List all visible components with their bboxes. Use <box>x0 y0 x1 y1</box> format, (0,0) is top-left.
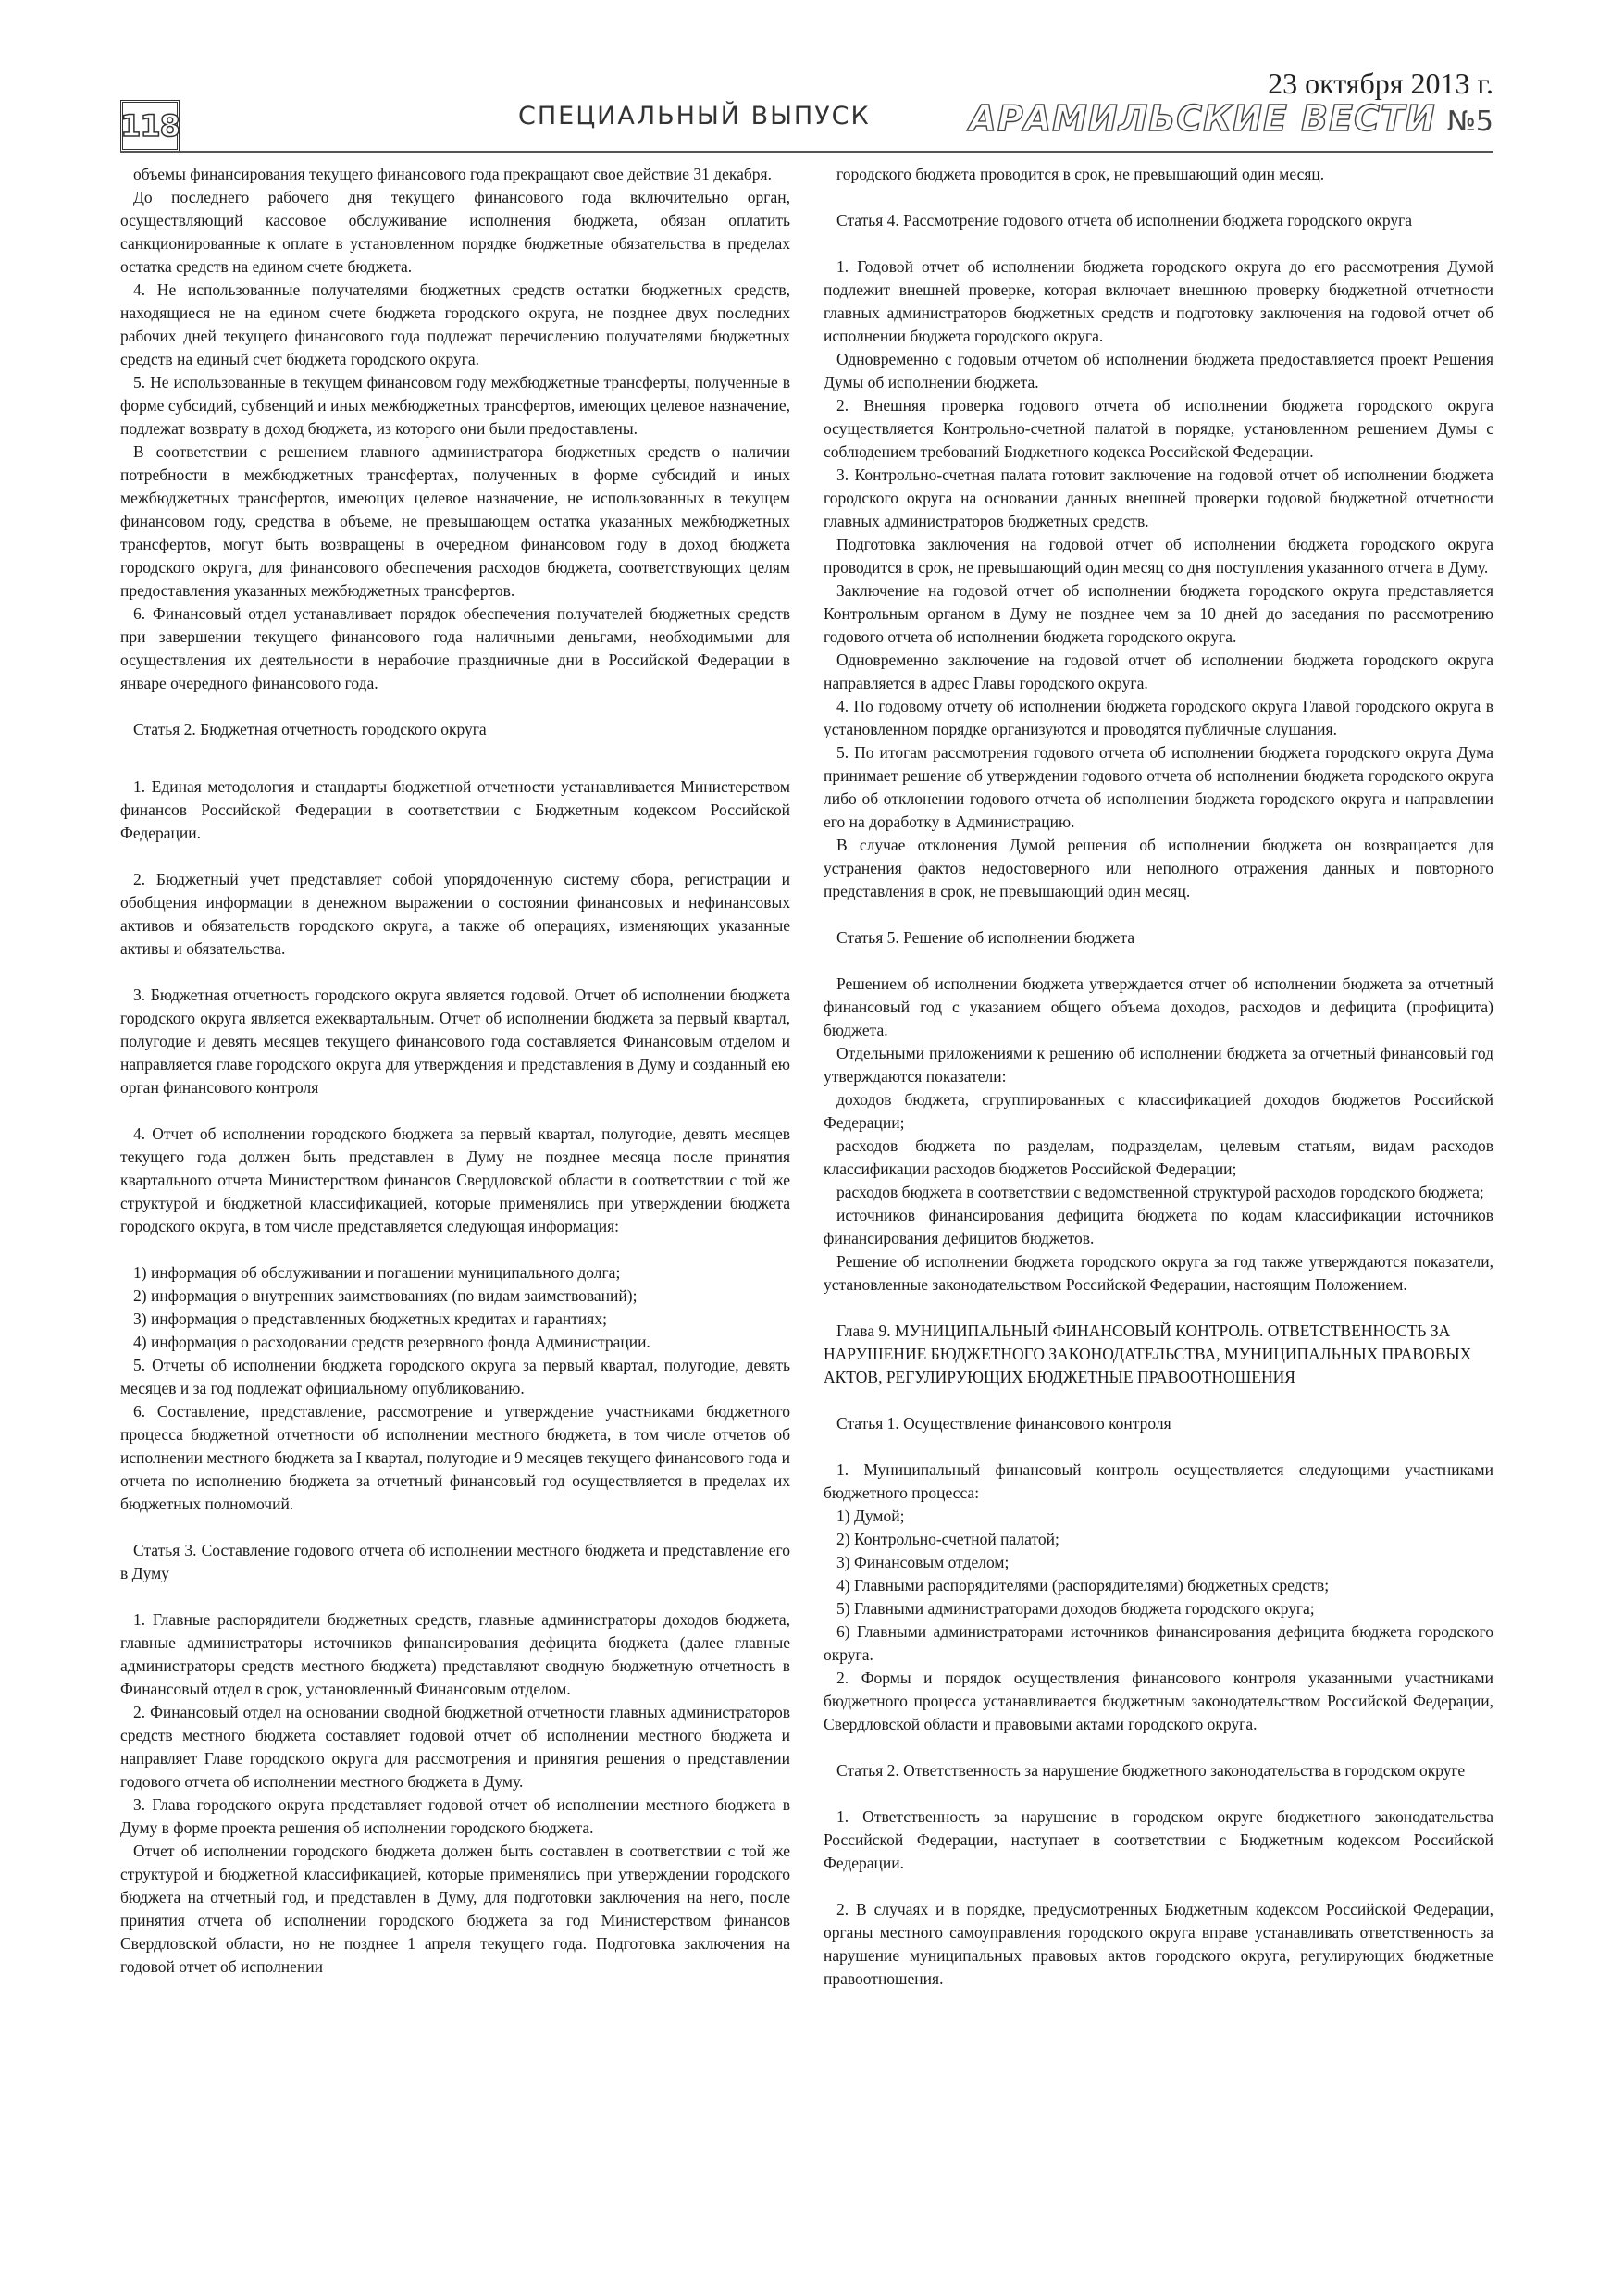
list-item: 5) Главными администраторами доходов бюджета городского округа; <box>836 1599 1315 1618</box>
list-item: расходов бюджета по разделам, подразделам, целевым статьям, видам расходов классификации расходов бюджетов Российской Федерации; <box>824 1136 1493 1178</box>
paragraph: 3. Глава городского округа представляет годовой отчет об исполнении местного бюджета в Думу в форме проекта решения об исполнении городского бюджета. <box>120 1795 790 1837</box>
article-heading: Статья 3. Составление годового отчета об исполнении местного бюджета и представление его в Думу <box>120 1541 790 1582</box>
paragraph: объемы финансирования текущего финансового года прекращают свое действие 31 декабря. <box>133 165 772 183</box>
paragraph: 3. Бюджетная отчетность городского округа является годовой. Отчет об исполнении бюджета городского округа является ежеквартальным. Отчет об исполнении бюджета за первый квартал, полугодие и девять месяцев текущего финансового года составляется Финансовым отделом и направляется главе городского округа для утверждения и представления в Думу и созданный ею орган финансового контроля <box>120 986 790 1097</box>
paragraph: 2. Внешняя проверка годового отчета об исполнении бюджета городского округа осуществляется Контрольно-счетной палатой в порядке, установленном решением Думы с соблюдением требований Бюджетного кодекса Российской Федерации. <box>824 396 1493 461</box>
issue-date: 23 октября 2013 г. <box>1268 67 1493 100</box>
paragraph: 2. Формы и порядок осуществления финансового контроля указанными участниками бюджетного процесса устанавливается бюджетным законодательством Российской Федерации, Свердловской области и правовыми актами городского округа. <box>824 1669 1493 1733</box>
paragraph: Одновременно заключение на годовой отчет об исполнении бюджета городского округа направляется в адрес Главы городского округа. <box>824 651 1493 692</box>
right-column <box>824 163 1493 1991</box>
list-item: расходов бюджета в соответствии с ведомственной структурой расходов городского бюджета; <box>836 1183 1484 1201</box>
list-item: 3) информация о представленных бюджетных кредитах и гарантиях; <box>133 1309 607 1328</box>
paragraph: Решением об исполнении бюджета утверждается отчет об исполнении бюджета за отчетный финансовый год с указанием общего объема доходов, расходов и дефицита (профицита) бюджета. <box>824 974 1493 1039</box>
paragraph: 5. По итогам рассмотрения годового отчета об исполнении бюджета городского округа Дума принимает решение об утверждении годового отчета об исполнении бюджета городского округа либо об отклонении годового отчета об исполнении бюджета городского округа и направлении его на доработку в Администрацию. <box>824 743 1493 831</box>
issue-number: №5 <box>1446 105 1493 138</box>
paragraph: городского бюджета проводится в срок, не превышающий один месяц. <box>836 165 1325 183</box>
paragraph: 6. Финансовый отдел устанавливает порядок обеспечения получателей бюджетных средств при завершении текущего финансового года наличными деньгами, необходимыми для осуществления их деятельности в нерабочие праздничные дни в Российской Федерации в январе очередного финансового года. <box>120 604 790 692</box>
paragraph: 3. Контрольно-счетная палата готовит заключение на годовой отчет об исполнении бюджета городского округа на основании данных внешней проверки годовой бюджетной отчетности главных администраторов бюджетных средств. <box>824 465 1493 530</box>
paragraph: 4. Отчет об исполнении городского бюджета за первый квартал, полугодие, девять месяцев текущего года должен быть представлен в Думу не позднее месяца после принятия квартального отчета Министерством финансов Свердловской области в соответствии с той же структурой и бюджетной классификацией, которые применялись при утверждении бюджета городского округа, в том числе представляется следующая информация: <box>120 1124 790 1235</box>
paragraph: 1. Главные распорядители бюджетных средств, главные администраторы доходов бюджета, главные администраторы источников финансирования дефицита бюджета (далее главные администраторы средств местного бюджета) представляют сводную бюджетную отчетность в Финансовый отдел в срок, установленный Финансовым отделом. <box>120 1610 790 1698</box>
chapter-heading: Глава 9. МУНИЦИПАЛЬНЫЙ ФИНАНСОВЫЙ КОНТРОЛЬ. ОТВЕТСТВЕННОСТЬ ЗА НАРУШЕНИЕ БЮДЖЕТНОГО ЗАКОНОДАТЕЛЬСТВА, МУНИЦИПАЛЬНЫХ ПРАВОВЫХ АКТОВ, РЕГУЛИРУЮЩИХ БЮДЖЕТНЫЕ ПРАВООТНОШЕНИЯ <box>824 1322 1472 1386</box>
paragraph: Решение об исполнении бюджета городского округа за год также утверждаются показатели, установленные законодательством Российской Федерации, настоящим Положением. <box>824 1252 1493 1294</box>
article-heading: Статья 2. Ответственность за нарушение бюджетного законодательства в городском округе <box>836 1761 1466 1780</box>
masthead <box>969 98 1493 139</box>
paragraph: В соответствии с решением главного администратора бюджетных средств о наличии потребности в межбюджетных трансфертах, полученных в форме субсидий и иных межбюджетных трансфертов, имеющих целевое назначение, не использованных в текущем финансовом году, средства в объеме, не превышающем остатка указанных межбюджетных трансфертов, могут быть возвращены в очередном финансовом году в доход бюджета городского округа, для финансового обеспечения расходов бюджета, соответствующих целям предоставления указанных межбюджетных трансфертов. <box>120 442 790 600</box>
list-item: 2) информация о внутренних заимствованиях (по видам заимствований); <box>133 1286 638 1305</box>
paragraph: Заключение на годовой отчет об исполнении бюджета городского округа представляется Контрольным органом в Думу не позднее чем за 10 дней до заседания по рассмотрению годового отчета об исполнении бюджета городского округа. <box>824 581 1493 646</box>
paragraph: В случае отклонения Думой решения об исполнении бюджета он возвращается для устранения фактов недостоверного или неполного отражения данных и повторного представления в срок, не превышающий один месяц. <box>824 836 1493 900</box>
article-heading: Статья 5. Решение об исполнении бюджета <box>836 928 1135 947</box>
article-heading: Статья 4. Рассмотрение годового отчета об исполнении бюджета городского округа <box>836 211 1413 230</box>
issue-title: СПЕЦИАЛЬНЫЙ ВЫПУСК <box>518 102 871 130</box>
paragraph: 4. Не использованные получателями бюджетных средств остатки бюджетных средств, находящиеся не на едином счете бюджета городского округа, не позднее двух последних рабочих дней текущего финансового года подлежат перечислению получателями бюджетных средств на единый счет бюджета городского округа. <box>120 280 790 368</box>
paragraph: 1. Ответственность за нарушение в городском округе бюджетного законодательства Российской Федерации, наступает в соответствии с Бюджетным кодексом Российской Федерации. <box>824 1807 1493 1872</box>
paragraph: 6. Составление, представление, рассмотрение и утверждение участниками бюджетного процесса бюджетной отчетности об исполнении местного бюджета, в том числе отчетов об исполнении местного бюджета за I квартал, полугодие и 9 месяцев текущего финансового года и отчета по исполнению бюджета за отчетный финансовый год осуществляется в пределах их бюджетных полномочий. <box>120 1402 790 1513</box>
list-item: источников финансирования дефицита бюджета по кодам классификации источников финансирования дефицитов бюджетов. <box>824 1206 1493 1247</box>
paragraph: 5. Отчеты об исполнении бюджета городского округа за первый квартал, полугодие, девять месяцев и за год подлежат официальному опубликованию. <box>120 1356 790 1397</box>
list-item: доходов бюджета, сгруппированных с классификацией доходов бюджетов Российской Федерации; <box>824 1090 1493 1132</box>
paragraph: Отчет об исполнении городского бюджета должен быть составлен в соответствии с той же структурой и бюджетной классификацией, которые применялись при утверждении городского бюджета на отчетный год, и представлен в Думу, для подготовки заключения на него, после принятия отчета об исполнении городского бюджета за год Министерством финансов Свердловской области, но не позднее 1 апреля текущего года. Подготовка заключения на годовой отчет об исполнении <box>120 1842 790 1976</box>
paragraph: До последнего рабочего дня текущего финансового года включительно орган, осуществляющий кассовое обслуживание исполнения бюджета, обязан оплатить санкционированные к оплате в установленном порядке бюджетные обязательства в пределах остатка средств на едином счете бюджета. <box>120 188 790 276</box>
paragraph: 1. Единая методология и стандарты бюджетной отчетности устанавливается Министерством финансов Российской Федерации в соответствии с Бюджетным кодексом Российской Федерации. <box>120 777 790 842</box>
paragraph: 2. В случаях и в порядке, предусмотренных Бюджетным кодексом Российской Федерации, органы местного самоуправления городского округа вправе устанавливать ответственность за нарушение муниципальных правовых актов городского округа, регулирующих бюджетные правоотношения. <box>824 1900 1493 1988</box>
article-heading: Статья 1. Осуществление финансового контроля <box>836 1414 1171 1433</box>
newspaper-name: АРАМИЛЬСКИЕ ВЕСТИ <box>969 98 1436 139</box>
paragraph: Отдельными приложениями к решению об исполнении бюджета за отчетный финансовый год утверждаются показатели: <box>824 1044 1493 1086</box>
list-item: 4) Главными распорядителями (распорядителями) бюджетных средств; <box>836 1576 1330 1595</box>
paragraph: 5. Не использованные в текущем финансовом году межбюджетные трансферты, полученные в форме субсидий, субвенций и иных межбюджетных трансфертов, имеющих целевое назначение, подлежат возврату в доход бюджета, из которого они были предоставлены. <box>120 373 790 438</box>
left-column <box>120 163 790 1979</box>
list-item: 2) Контрольно-счетной палатой; <box>836 1530 1059 1548</box>
paragraph: 4. По годовому отчету об исполнении бюджета городского округа Главой городского округа в установленном порядке организуются и проводятся публичные слушания. <box>824 697 1493 738</box>
page-number: 118 <box>120 100 180 152</box>
list-item: 1) Думой; <box>836 1507 905 1525</box>
paragraph: Подготовка заключения на годовой отчет об исполнении бюджета городского округа проводится в срок, не превышающий один месяц со дня поступления указанного отчета в Думу. <box>824 535 1493 577</box>
header-divider <box>120 151 1493 153</box>
list-item: 4) информация о расходовании средств резервного фонда Администрации. <box>133 1333 650 1351</box>
list-item: 1) информация об обслуживании и погашении муниципального долга; <box>133 1263 621 1282</box>
paragraph: 2. Бюджетный учет представляет собой упорядоченную систему сбора, регистрации и обобщения информации в денежном выражении о состоянии финансовых и нефинансовых активов и обязательств городского округа, а также об операциях, изменяющих указанные активы и обязательства. <box>120 870 790 958</box>
paragraph: 1. Муниципальный финансовый контроль осуществляется следующими участниками бюджетного процесса: <box>824 1460 1493 1502</box>
list-item: 6) Главными администраторами источников финансирования дефицита бюджета городского округа. <box>824 1622 1493 1664</box>
list-item: 3) Финансовым отделом; <box>836 1553 1010 1571</box>
paragraph: 2. Финансовый отдел на основании сводной бюджетной отчетности главных администраторов средств местного бюджета составляет годовой отчет об исполнении местного бюджета и направляет Главе городского округа для рассмотрения и принятия решения о представлении годового отчета об исполнении местного бюджета в Думу. <box>120 1703 790 1791</box>
article-heading: Статья 2. Бюджетная отчетность городского округа <box>133 720 487 738</box>
paragraph: Одновременно с годовым отчетом об исполнении бюджета предоставляется проект Решения Думы об исполнении бюджета. <box>824 350 1493 391</box>
paragraph: 1. Годовой отчет об исполнении бюджета городского округа до его рассмотрения Думой подлежит внешней проверке, которая включает внешнюю проверку бюджетной отчетности главных администраторов бюджетных средств и подготовку заключения на годовой отчет об исполнении бюджета городского округа. <box>824 257 1493 345</box>
